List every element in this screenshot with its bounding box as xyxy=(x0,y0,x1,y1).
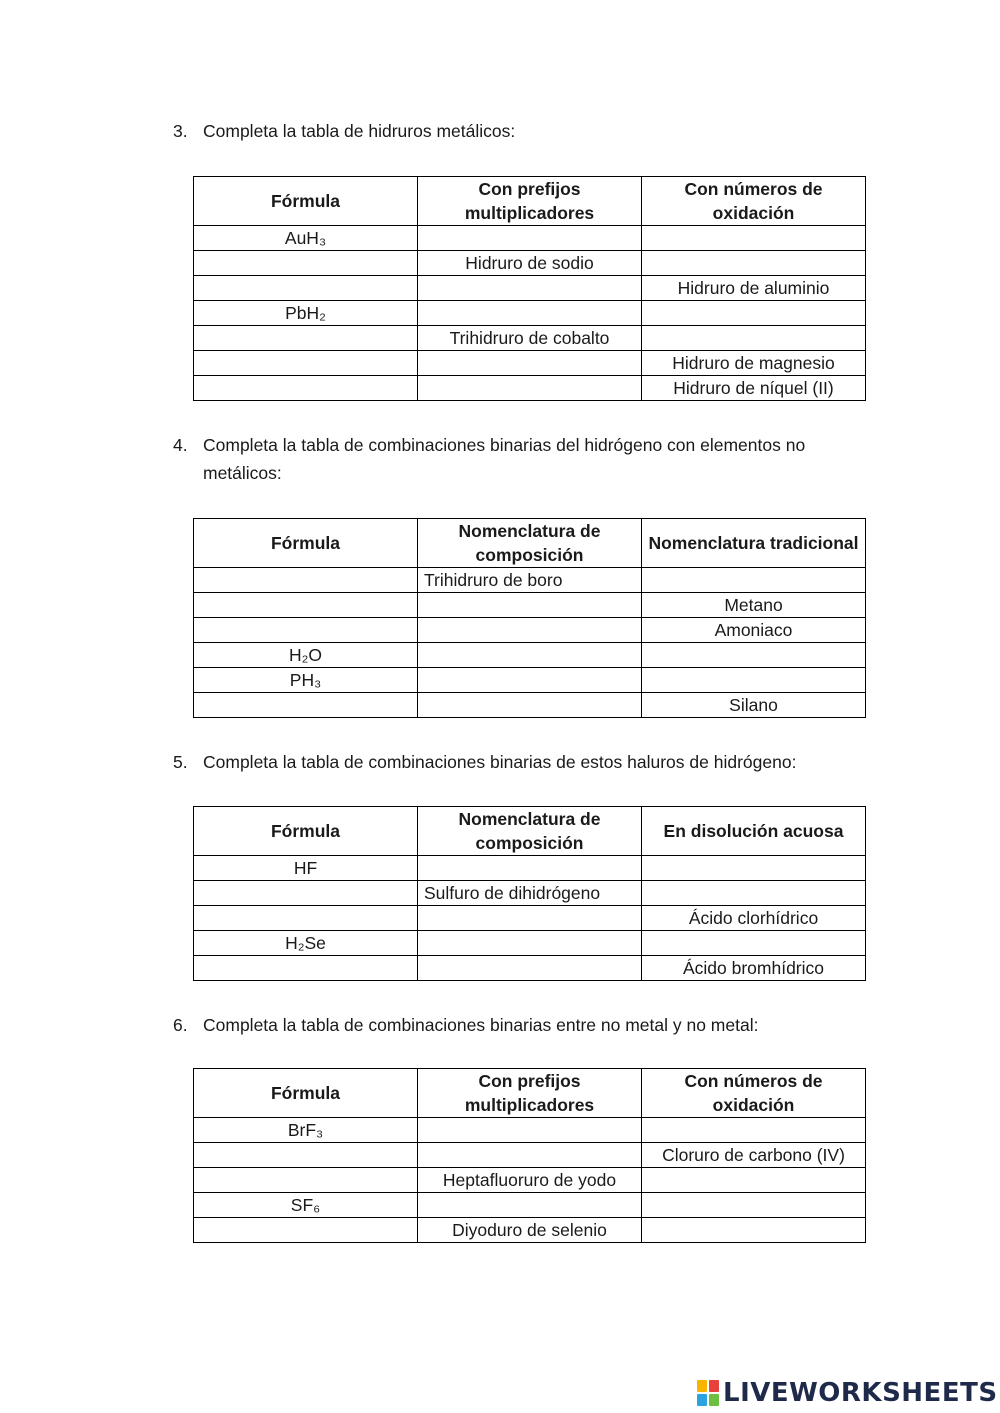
table-row xyxy=(194,301,866,326)
table-hydrogen-halides xyxy=(193,806,866,981)
answer-cell[interactable] xyxy=(418,593,642,618)
answer-cell[interactable] xyxy=(642,1218,866,1243)
answer-cell[interactable] xyxy=(418,856,642,881)
answer-cell[interactable] xyxy=(642,568,866,593)
logo-square xyxy=(697,1394,707,1406)
logo-square xyxy=(709,1380,719,1392)
answer-cell[interactable] xyxy=(418,643,642,668)
table-header-row xyxy=(194,807,866,856)
question-3 xyxy=(173,117,873,145)
formula-cell: SF₆ xyxy=(194,1193,418,1218)
header-formula: Fórmula xyxy=(194,807,418,856)
header-aqueous: En disolución acuosa xyxy=(642,807,866,856)
table-row xyxy=(194,1143,866,1168)
question-number: 3. xyxy=(173,121,188,141)
answer-cell[interactable] xyxy=(194,956,418,981)
question-6 xyxy=(173,1011,873,1039)
answer-cell[interactable] xyxy=(642,881,866,906)
given-cell: Silano xyxy=(642,693,866,718)
table-row xyxy=(194,643,866,668)
answer-cell[interactable] xyxy=(194,693,418,718)
header-formula: Fórmula xyxy=(194,177,418,226)
answer-cell[interactable] xyxy=(642,1168,866,1193)
table-row xyxy=(194,376,866,401)
liveworksheets-logo[interactable] xyxy=(697,1376,998,1410)
header-composition: Nomenclatura de composición xyxy=(418,519,642,568)
answer-cell[interactable] xyxy=(418,618,642,643)
formula-cell: PH₃ xyxy=(194,668,418,693)
table-row xyxy=(194,1218,866,1243)
answer-cell[interactable] xyxy=(418,1143,642,1168)
answer-cell[interactable] xyxy=(194,1168,418,1193)
question-text: Completa la tabla de combinaciones binarias del hidrógeno con elementos no metálicos: xyxy=(203,435,806,483)
given-cell: Ácido bromhídrico xyxy=(642,956,866,981)
question-number: 5. xyxy=(173,752,188,772)
table-header-row xyxy=(194,177,866,226)
given-cell: Heptafluoruro de yodo xyxy=(418,1168,642,1193)
liveworksheets-logo-icon xyxy=(697,1380,719,1406)
answer-cell[interactable] xyxy=(194,326,418,351)
formula-cell: BrF₃ xyxy=(194,1118,418,1143)
table-header-row xyxy=(194,1069,866,1118)
answer-cell[interactable] xyxy=(418,956,642,981)
formula-cell: AuH₃ xyxy=(194,226,418,251)
answer-cell[interactable] xyxy=(194,276,418,301)
given-cell: Trihidruro de boro xyxy=(418,568,642,593)
answer-cell[interactable] xyxy=(418,1193,642,1218)
answer-cell[interactable] xyxy=(418,301,642,326)
table-row xyxy=(194,906,866,931)
question-number: 6. xyxy=(173,1015,188,1035)
header-traditional: Nomenclatura tradicional xyxy=(642,519,866,568)
answer-cell[interactable] xyxy=(418,276,642,301)
header-composition: Nomenclatura de composición xyxy=(418,807,642,856)
table-row xyxy=(194,856,866,881)
question-number: 4. xyxy=(173,435,188,455)
table-row xyxy=(194,956,866,981)
answer-cell[interactable] xyxy=(642,856,866,881)
header-formula: Fórmula xyxy=(194,519,418,568)
answer-cell[interactable] xyxy=(194,1218,418,1243)
answer-cell[interactable] xyxy=(642,931,866,956)
given-cell: Ácido clorhídrico xyxy=(642,906,866,931)
logo-square xyxy=(697,1380,707,1392)
answer-cell[interactable] xyxy=(642,251,866,276)
answer-cell[interactable] xyxy=(642,668,866,693)
given-cell: Trihidruro de cobalto xyxy=(418,326,642,351)
table-row xyxy=(194,618,866,643)
given-cell: Diyoduro de selenio xyxy=(418,1218,642,1243)
header-oxidation: Con números de oxidación xyxy=(642,1069,866,1118)
table-row xyxy=(194,226,866,251)
header-prefixes: Con prefijos multiplicadores xyxy=(418,177,642,226)
given-cell: Metano xyxy=(642,593,866,618)
answer-cell[interactable] xyxy=(418,693,642,718)
header-prefixes: Con prefijos multiplicadores xyxy=(418,1069,642,1118)
given-cell: Hidruro de aluminio xyxy=(642,276,866,301)
table-row xyxy=(194,276,866,301)
answer-cell[interactable] xyxy=(418,1118,642,1143)
answer-cell[interactable] xyxy=(642,226,866,251)
answer-cell[interactable] xyxy=(418,376,642,401)
answer-cell[interactable] xyxy=(642,643,866,668)
given-cell: Amoniaco xyxy=(642,618,866,643)
answer-cell[interactable] xyxy=(418,931,642,956)
answer-cell[interactable] xyxy=(642,1118,866,1143)
answer-cell[interactable] xyxy=(418,351,642,376)
question-text: Completa la tabla de combinaciones binarias de estos haluros de hidrógeno: xyxy=(203,752,797,772)
given-cell: Sulfuro de dihidrógeno xyxy=(418,881,642,906)
question-text: Completa la tabla de combinaciones binarias entre no metal y no metal: xyxy=(203,1015,759,1035)
given-cell: Hidruro de níquel (II) xyxy=(642,376,866,401)
table-metal-hydrides xyxy=(193,176,866,401)
header-oxidation: Con números de oxidación xyxy=(642,177,866,226)
table-row xyxy=(194,881,866,906)
question-text: Completa la tabla de hidruros metálicos: xyxy=(203,121,516,141)
table-hydrogen-nonmetal xyxy=(193,518,866,718)
answer-cell[interactable] xyxy=(642,326,866,351)
table-row xyxy=(194,326,866,351)
answer-cell[interactable] xyxy=(418,226,642,251)
formula-cell: H₂O xyxy=(194,643,418,668)
table-nonmetal-nonmetal xyxy=(193,1068,866,1243)
answer-cell[interactable] xyxy=(194,906,418,931)
answer-cell[interactable] xyxy=(194,251,418,276)
given-cell: Cloruro de carbono (IV) xyxy=(642,1143,866,1168)
table-row xyxy=(194,1193,866,1218)
given-cell: Hidruro de magnesio xyxy=(642,351,866,376)
answer-cell[interactable] xyxy=(194,618,418,643)
answer-cell[interactable] xyxy=(194,1143,418,1168)
table-header-row xyxy=(194,519,866,568)
answer-cell[interactable] xyxy=(194,568,418,593)
answer-cell[interactable] xyxy=(418,906,642,931)
table-row xyxy=(194,568,866,593)
answer-cell[interactable] xyxy=(642,1193,866,1218)
header-formula: Fórmula xyxy=(194,1069,418,1118)
table-row xyxy=(194,668,866,693)
table-row xyxy=(194,1118,866,1143)
table-row xyxy=(194,593,866,618)
table-row xyxy=(194,1168,866,1193)
answer-cell[interactable] xyxy=(194,376,418,401)
answer-cell[interactable] xyxy=(642,301,866,326)
formula-cell: H₂Se xyxy=(194,931,418,956)
formula-cell: HF xyxy=(194,856,418,881)
table-row xyxy=(194,931,866,956)
answer-cell[interactable] xyxy=(194,351,418,376)
table-row xyxy=(194,351,866,376)
brand-name: LIVEWORKSHEETS xyxy=(723,1378,998,1408)
given-cell: Hidruro de sodio xyxy=(418,251,642,276)
question-4 xyxy=(173,431,873,487)
answer-cell[interactable] xyxy=(194,881,418,906)
answer-cell[interactable] xyxy=(194,593,418,618)
table-row xyxy=(194,251,866,276)
table-row xyxy=(194,693,866,718)
answer-cell[interactable] xyxy=(418,668,642,693)
logo-square xyxy=(709,1394,719,1406)
question-5 xyxy=(173,748,873,776)
formula-cell: PbH₂ xyxy=(194,301,418,326)
